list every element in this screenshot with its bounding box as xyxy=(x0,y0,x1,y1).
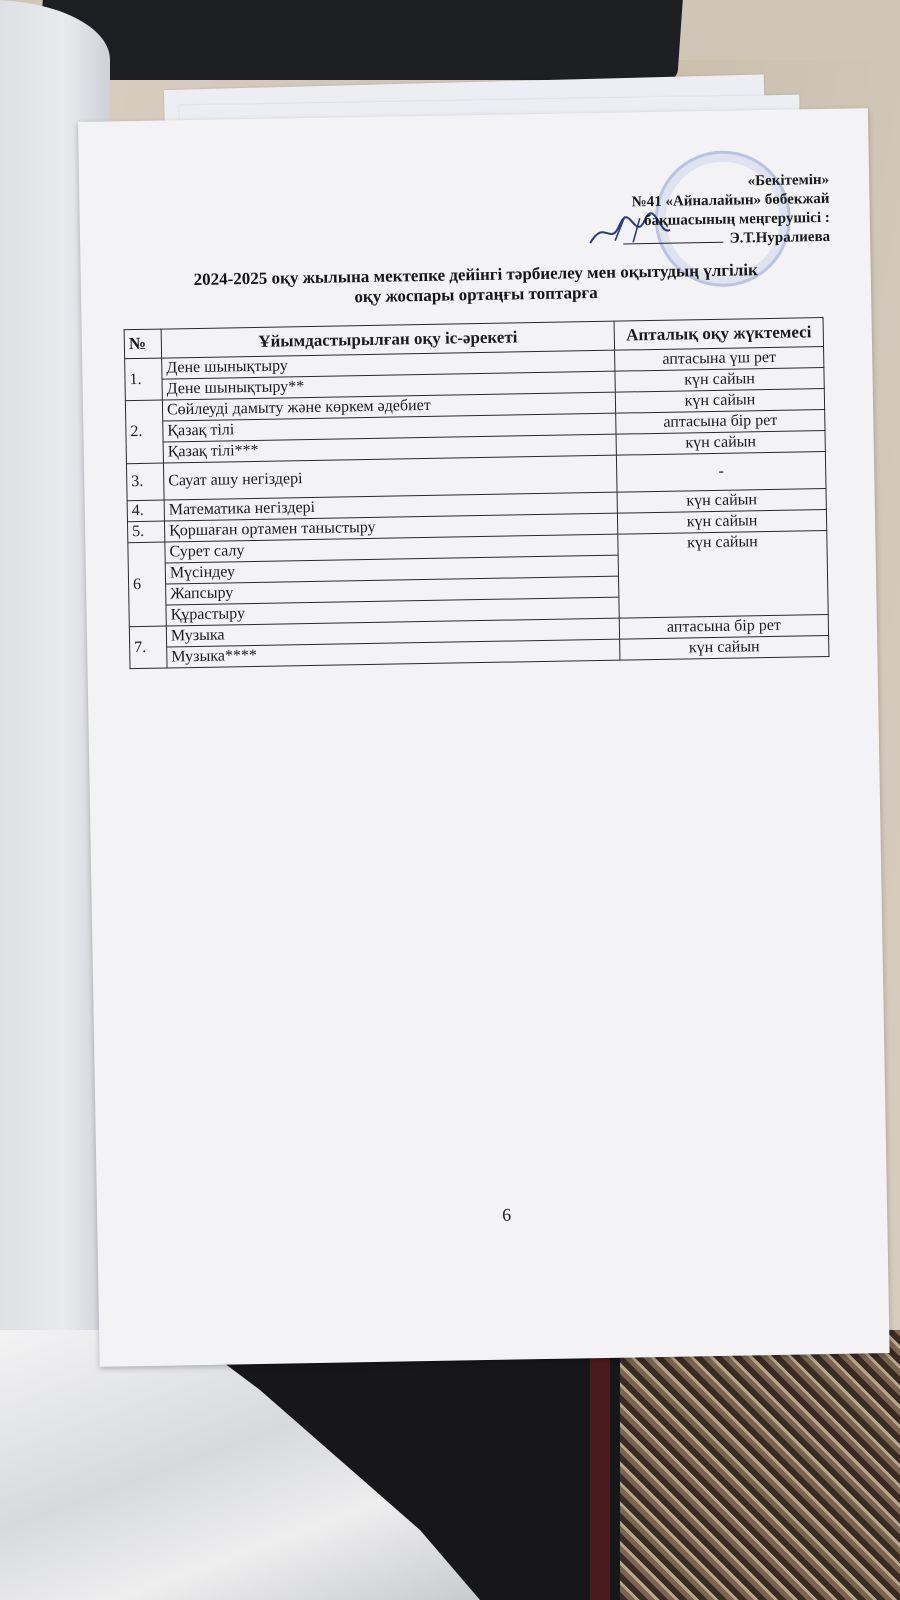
row-number: 6 xyxy=(128,542,166,627)
signature-line xyxy=(623,230,723,245)
header-activity: Ұйымдастырылған оқу іс-әрекеті xyxy=(161,321,614,358)
row-load: - xyxy=(616,452,826,493)
row-activity: Мүсіндеу xyxy=(165,555,618,584)
row-load: күн сайын xyxy=(617,489,826,514)
row-activity: Дене шынықтыру** xyxy=(162,371,615,400)
approver-name: Э.Т.Нуралиева xyxy=(729,228,831,247)
row-activity: Жапсыру xyxy=(166,576,619,605)
row-number: 7. xyxy=(129,626,167,669)
row-load: күн сайын xyxy=(615,368,824,393)
approval-line2: №41 «Айналайын» бөбекжай xyxy=(631,190,830,211)
approval-line3: бақшасының меңгерушісі : xyxy=(643,209,830,230)
row-activity: Сөйлеуді дамыту және көркем әдебиет xyxy=(162,392,615,421)
row-number: 1. xyxy=(125,358,163,401)
row-activity: Қазақ тілі xyxy=(163,413,616,442)
row-number: 4. xyxy=(127,500,164,522)
page-title xyxy=(121,259,832,311)
row-activity: Музыка xyxy=(166,618,619,647)
title-line1: 2024-2025 оқу жылына мектепке дейінгі тәрбиелеу мен оқытудың үлгілік xyxy=(193,260,758,290)
row-load: күн сайын xyxy=(616,431,825,456)
row-activity: Дене шынықтыру xyxy=(162,350,615,379)
approval-block xyxy=(622,171,830,251)
approval-signature-row xyxy=(623,228,830,251)
row-load: күн сайын xyxy=(620,635,829,660)
row-load: күн сайын xyxy=(615,389,824,414)
row-load: аптасына үш рет xyxy=(615,347,824,372)
row-load: күн сайын xyxy=(617,509,826,534)
row-activity: Құрастыру xyxy=(166,597,619,626)
row-activity: Музыка**** xyxy=(167,639,620,668)
header-number: № xyxy=(124,329,162,359)
laptop xyxy=(37,0,683,80)
document-page xyxy=(78,108,890,1367)
row-number: 3. xyxy=(126,463,164,501)
title-line2: оқу жоспары ортаңғы топтарға xyxy=(354,282,598,307)
row-activity: Сурет салу xyxy=(165,534,618,563)
header-load: Апталық оқу жүктемесі xyxy=(614,318,823,351)
row-number: 2. xyxy=(125,400,163,464)
patterned-rug xyxy=(620,1330,900,1600)
row-activity: Қазақ тілі*** xyxy=(163,434,616,463)
row-activity: Сауат ашу негіздері xyxy=(163,455,617,500)
row-activity: Қоршаған ортамен таныстыру xyxy=(164,513,617,542)
row-activity: Математика негіздері xyxy=(164,492,617,521)
row-load: күн сайын xyxy=(618,530,828,618)
page-number: 6 xyxy=(501,1204,512,1225)
row-load: аптасына бір рет xyxy=(616,410,825,435)
approval-line1: «Бекітемін» xyxy=(747,171,830,190)
curriculum-table xyxy=(124,317,830,669)
row-load: аптасына бір рет xyxy=(619,614,828,639)
row-number: 5. xyxy=(127,521,164,543)
